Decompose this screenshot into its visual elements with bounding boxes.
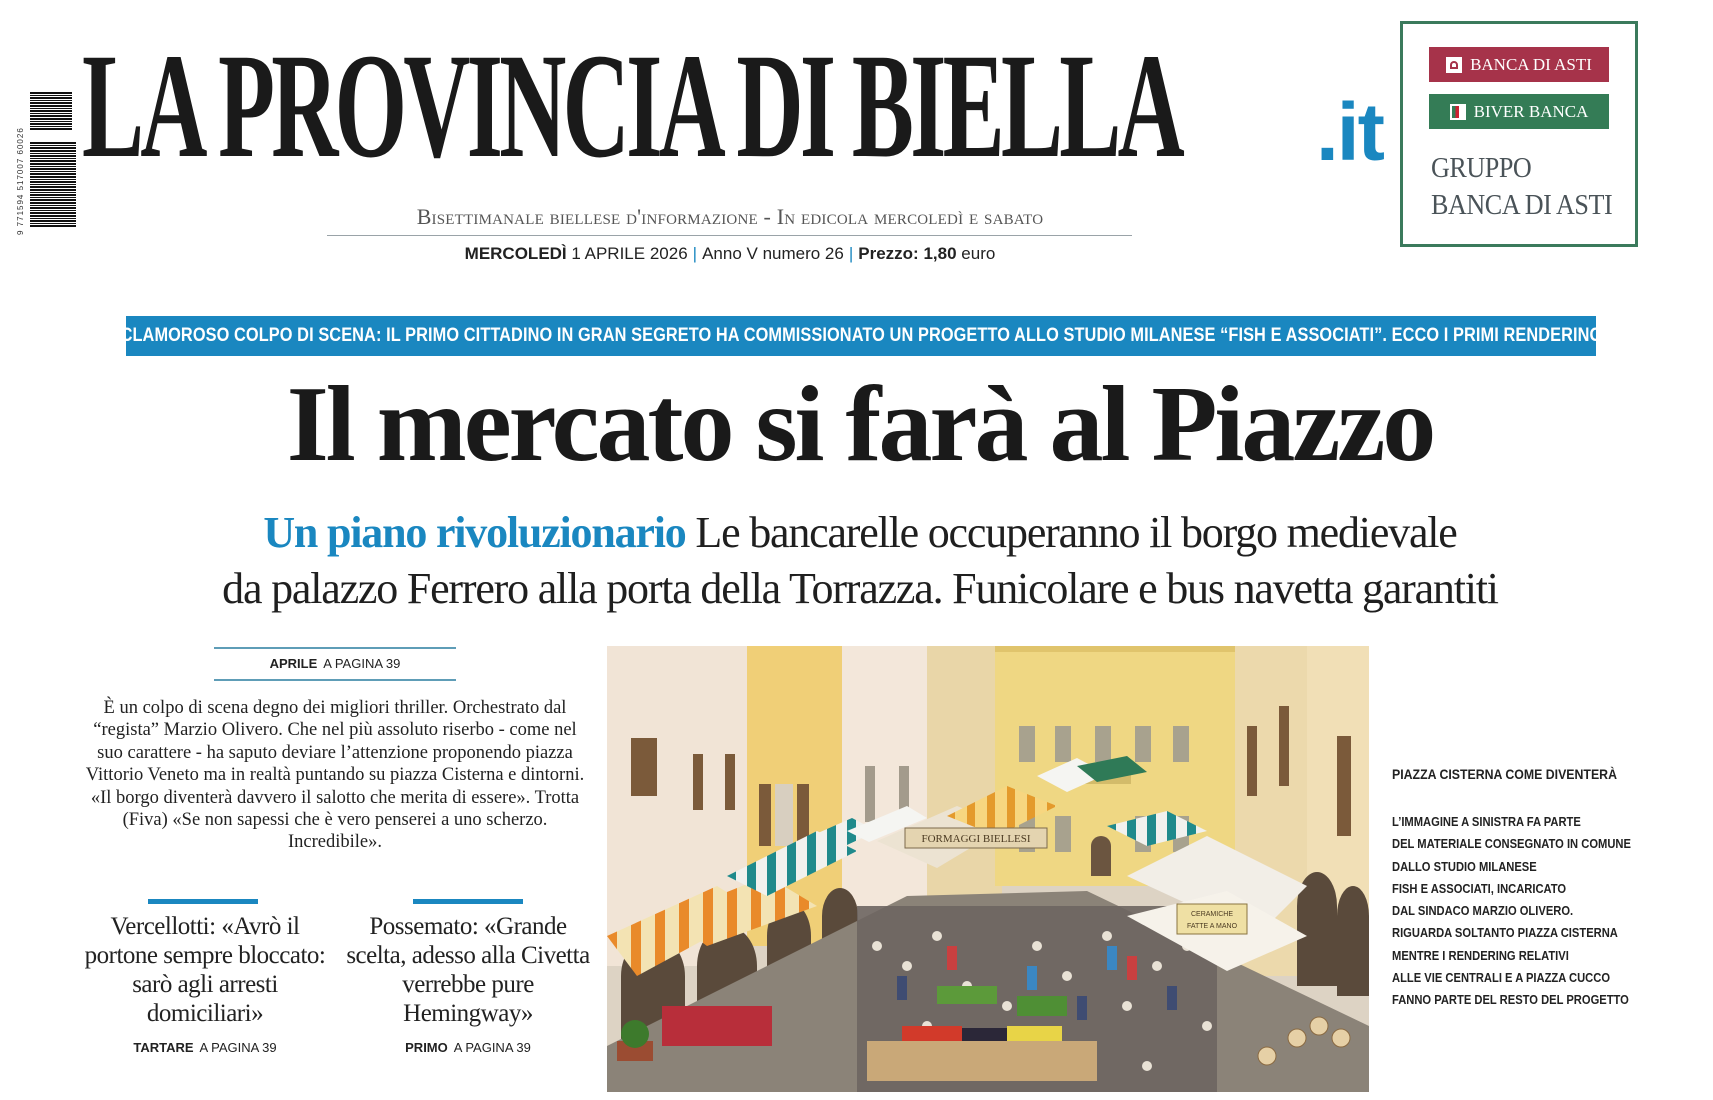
sponsor-box [1400, 21, 1638, 247]
side-story-2-title[interactable]: Possemato: «Grande scelta, adesso alla Civetta verrebbe pure Hemingway» [346, 913, 590, 1027]
price-label: Prezzo: [858, 244, 919, 263]
main-story-reference[interactable] [214, 647, 456, 681]
market-scene-illustration [607, 646, 1369, 1092]
photo-caption-body: L’IMMAGINE A SINISTRA FA PARTE DEL MATERIALE CONSEGNATO IN COMUNE DALLO STUDIO MILANESE FISH E ASSOCIATI, INCARICATO DAL SINDACO MARZIO OLIVERO. RIGUARDA SOLTANTO PIAZZA CISTERNA MENTRE I RENDERING RELATIVI ALLE VIE CENTRALI E A PIAZZA CUCCO FANNO PARTE DEL RESTO DEL PROGETTO [1392, 814, 1631, 1008]
banca-di-asti-logo-icon [1446, 57, 1462, 73]
subhead-lead: Un piano rivoluzionario [263, 508, 686, 557]
masthead-title: LA PROVINCIA DI BIELLA [82, 23, 1182, 189]
subhead-line-2: da palazzo Ferrero alla porta della Torrazza. Funicolare e bus navetta garantiti [222, 564, 1498, 613]
side-story-2-reference[interactable]: PRIMO A PAGINA 39 [405, 1040, 531, 1055]
masthead-tagline: Bisettimanale biellese d'informazione - In edicola mercoledì e sabato [416, 204, 1044, 229]
barcode-digits: 9 771594 517007 60026 [16, 127, 25, 235]
side-story-1-rule [148, 899, 258, 904]
sponsor-biver-banca: BIVER BANCA [1429, 94, 1609, 129]
sign-formaggi-biellesi: FORMAGGI BIELLESI [921, 833, 1031, 845]
subhead-line-1: Le bancarelle occuperanno il borgo medievale [695, 508, 1457, 557]
sponsor-group-name: GRUPPO BANCA DI ASTI [1431, 152, 1613, 221]
sign-ceramiche-line-2: FATTE A MANO [1186, 923, 1238, 930]
main-story-page-ref: A PAGINA 39 [323, 656, 401, 671]
issue-weekday: MERCOLEDÌ [464, 244, 567, 263]
side-story-2-rule [413, 899, 523, 904]
masthead [82, 14, 1282, 199]
issue-volume: Anno V numero 26 [702, 244, 844, 263]
biver-banca-logo-icon [1450, 104, 1466, 120]
barcode [16, 92, 72, 270]
kicker-banner: CLAMOROSO COLPO DI SCENA: IL PRIMO CITTADINO IN GRAN SEGRETO HA COMMISSIONATO UN PROGETTO ALLO STUDIO MILANESE “FISH E ASSOCIATI”. ECCO I PRIMI RENDERING [126, 316, 1596, 356]
photo-caption-title: PIAZZA CISTERNA COME DIVENTERÀ [1392, 766, 1617, 782]
price-currency: euro [961, 244, 996, 263]
tagline-divider [327, 235, 1132, 236]
masthead-domain-suffix: .it [1316, 87, 1383, 178]
barcode-bars [30, 92, 72, 227]
price-value: 1,80 [923, 244, 957, 263]
sign-ceramiche-line-1: CERAMICHE [1190, 911, 1234, 918]
side-story-1-reference[interactable]: TARTARE A PAGINA 39 [133, 1040, 277, 1055]
issue-date: 1 APRILE 2026 [571, 244, 688, 263]
headline[interactable]: Il mercato si farà al Piazzo [286, 365, 1434, 484]
main-story-text: È un colpo di scena degno dei migliori thriller. Orchestrato dal “regista” Marzio Olivero. Che nel più assoluto riserbo - come nel suo carattere - ha saputo deviare l’attenzione proponendo piazza Vittorio Veneto ma in realtà puntando su piazza Cisterna e dintorni. «Il borgo diventerà davvero il salotto che merita di essere». Trotta (Fiva) «Se non sapessi che è vero penserei a uno scherzo. Incredibile». [85, 698, 585, 853]
sponsor-banca-di-asti: BANCA DI ASTI [1429, 47, 1609, 82]
subheadline [40, 505, 1680, 617]
market-photo[interactable] [607, 646, 1369, 1092]
side-story-1-title[interactable]: Vercellotti: «Avrò il portone sempre bloccato: sarò agli arresti domiciliari» [84, 913, 326, 1027]
main-story-author: APRILE [269, 656, 318, 671]
issue-info: MERCOLEDÌ 1 APRILE 2026 | Anno V numero 26 | Prezzo: 1,80 euro [464, 244, 996, 263]
